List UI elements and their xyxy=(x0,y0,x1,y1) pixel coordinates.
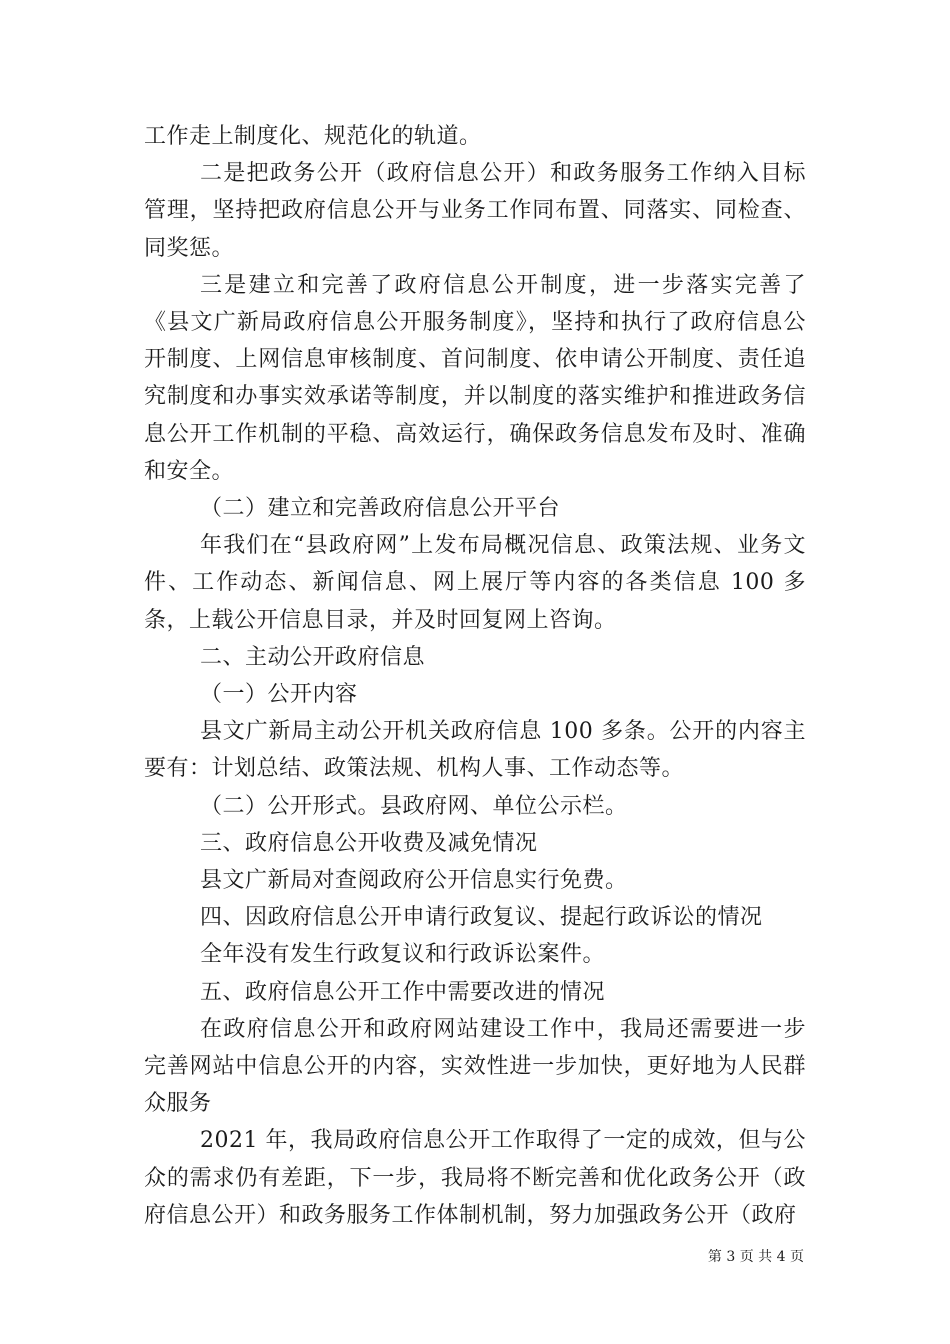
heading-section-three: 三、政府信息公开收费及减免情况 xyxy=(200,830,538,856)
subheading-platform: （二）建立和完善政府信息公开平台 xyxy=(200,496,561,522)
paragraph-improvement: 在政府信息公开和政府网站建设工作中，我局还需要进一步完善网站中信息公开的内容，实效性进一步加快，更好地为人民群众服务 xyxy=(144,1016,806,1117)
paragraph-content: 县文广新局主动公开机关政府信息 100 多条。公开的内容主要有：计划总结、政策法规、机构人事、工作动态等。 xyxy=(144,719,806,782)
subheading-content: （一）公开内容 xyxy=(200,682,358,708)
heading-section-two: 二、主动公开政府信息 xyxy=(200,644,426,670)
paragraph-fees: 县文广新局对查阅政府公开信息实行免费。 xyxy=(200,868,628,894)
paragraph-platform: 年我们在“县政府网”上发布局概况信息、政策法规、业务文件、工作动态、新闻信息、网上展厅等内容的各类信息 100 多条，上载公开信息目录，并及时回复网上咨询。 xyxy=(144,533,806,633)
subheading-form: （二）公开形式。县政府网、单位公示栏。 xyxy=(200,793,628,819)
page-number: 第 3 页 共 4 页 xyxy=(707,1249,804,1265)
paragraph-summary: 2021 年，我局政府信息公开工作取得了一定的成效，但与公众的需求仍有差距，下一步，我局将不断完善和优化政务公开（政府信息公开）和政务服务工作体制机制，努力加强政务公开（政府 xyxy=(144,1128,806,1228)
heading-section-five: 五、政府信息公开工作中需要改进的情况 xyxy=(200,979,606,1005)
document-body xyxy=(144,118,806,1234)
paragraph-point-three: 三是建立和完善了政府信息公开制度，进一步落实完善了《县文广新局政府信息公开服务制度》，坚持和执行了政府信息公开制度、上网信息审核制度、首问制度、依申请公开制度、责任追究制度和办事实效承诺等制度，并以制度的落实维护和推进政务信息公开工作机制的平稳、高效运行，确保政务信息发布及时、准确和安全。 xyxy=(144,272,806,484)
paragraph-review: 全年没有发生行政复议和行政诉讼案件。 xyxy=(200,942,606,968)
paragraph-point-two: 二是把政务公开（政府信息公开）和政务服务工作纳入目标管理，坚持把政府信息公开与业务工作同布置、同落实、同检查、同奖惩。 xyxy=(144,161,806,261)
heading-section-four: 四、因政府信息公开申请行政复议、提起行政诉讼的情况 xyxy=(200,905,763,931)
paragraph-continuation: 工作走上制度化、规范化的轨道。 xyxy=(144,124,482,149)
